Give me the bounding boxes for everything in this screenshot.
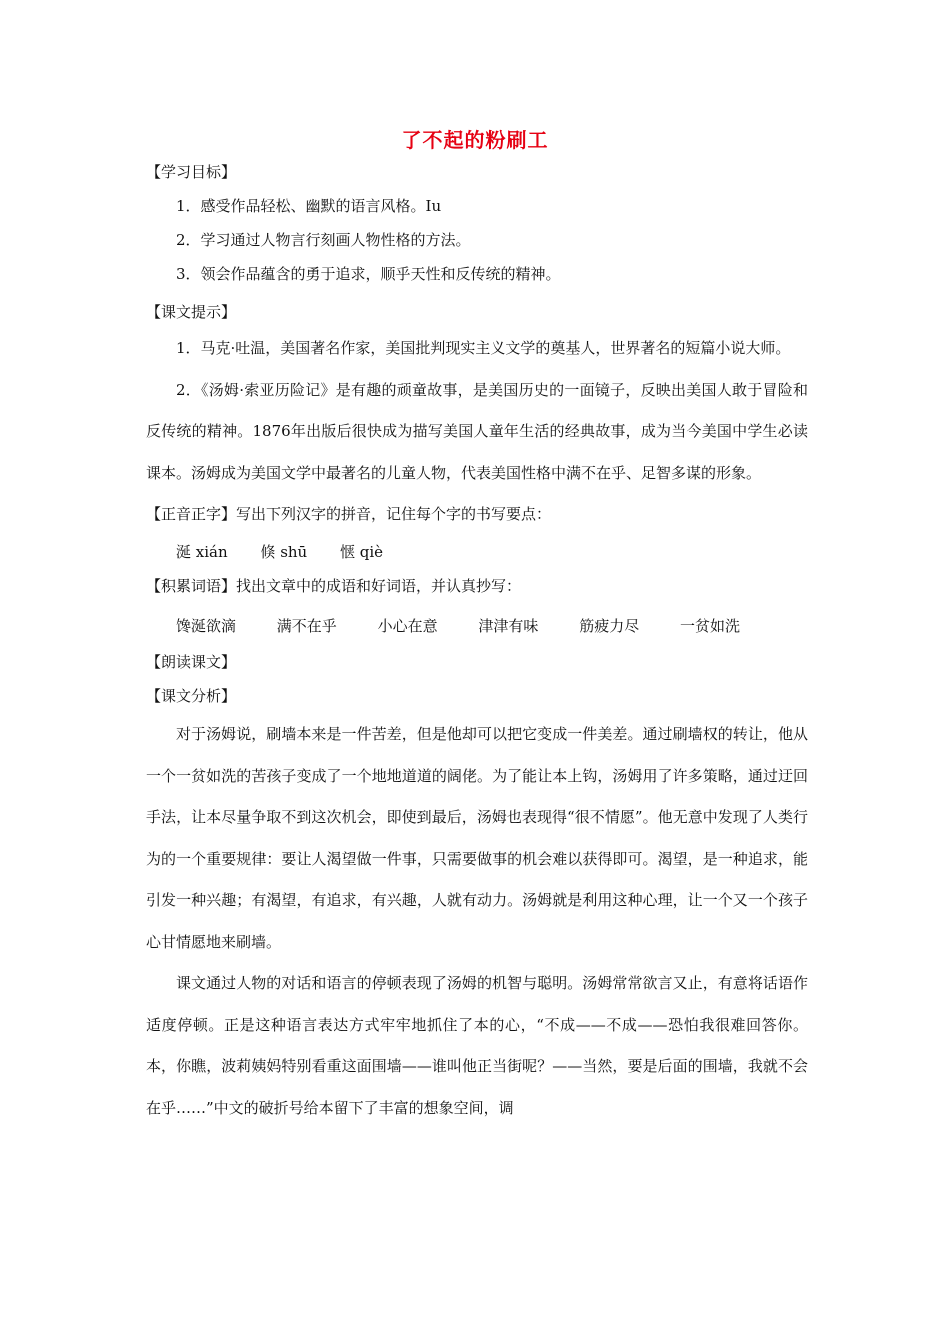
pinyin-item: 惬 qiè (340, 543, 384, 561)
section-heading-analysis: 【课文分析】 (146, 687, 237, 705)
analysis-paragraph: 对于汤姆说，刷墙本来是一件苦差，但是他却可以把它变成一件美差。通过刷墙权的转让，他从一个一贫如洗的苦孩子变成了一个地地道道的阔佬。为了能让本上钩，汤姆用了许多策略，通过迂回手法，让本尽量争取不到这次机会，即使到最后，汤姆也表现得“很不情愿”。他无意中发现了人类行为的一个重要规律：要让人渴望做一件事，只需要做事的机会难以获得即可。渴望，是一种追求，能引发一种兴趣；有渴望，有追求，有兴趣，人就有动力。汤姆就是利用这种心理，让一个又一个孩子心甘情愿地来刷墙。 (146, 725, 808, 951)
vocabulary-word: 满不在乎 (276, 617, 337, 635)
section-heading-objectives: 【学习目标】 (146, 163, 237, 181)
analysis-paragraph: 课文通过人物的对话和语言的停顿表现了汤姆的机智与聪明。汤姆常常欲言又止，有意将话语作适度停顿。正是这种语言表达方式牢牢地抓住了本的心，“不成——不成——恐怕我很难回答你。本，你瞧，波莉姨妈特别看重这面围墙——谁叫他正当街呢？——当然，要是后面的围墙，我就不会在乎……”中文的破折号给本留下了丰富的想象空间，调 (146, 974, 808, 1117)
pinyin-item: 倏 shū (260, 543, 308, 561)
vocabulary-word: 一贫如洗 (679, 617, 740, 635)
vocabulary-word: 筋疲力尽 (579, 617, 640, 635)
document-title: 了不起的粉刷工 (401, 128, 549, 152)
vocabulary-row (146, 606, 808, 646)
vocabulary-word: 小心在意 (377, 617, 438, 635)
pinyin-row (146, 532, 808, 572)
section-heading-tips: 【课文提示】 (146, 303, 237, 321)
vocabulary-word: 津津有味 (478, 617, 539, 635)
section-heading-reading: 【朗读课文】 (146, 653, 237, 671)
pinyin-item: 涎 xián (176, 543, 228, 561)
tips-paragraph: 2．《汤姆·索亚历险记》是有趣的顽童故事，是美国历史的一面镜子，反映出美国人敢于冒险和反传统的精神。1876年出版后很快成为描写美国人童年生活的经典故事，成为当今美国中学生必读课本。汤姆成为美国文学中最著名的儿童人物，代表美国性格中满不在乎、足智多谋的形象。 (146, 380, 808, 482)
section-heading-vocabulary: 【积累词语】找出文章中的成语和好词语，并认真抄写： (146, 577, 522, 595)
objective-item: 2．学习通过人物言行刻画人物性格的方法。 (176, 231, 471, 249)
objective-item: 3．领会作品蕴含的勇于追求，顺乎天性和反传统的精神。 (176, 265, 561, 283)
tips-paragraph: 1．马克·吐温，美国著名作家，美国批判现实主义文学的奠基人，世界著名的短篇小说大师。 (176, 339, 791, 357)
objective-item: 1．感受作品轻松、幽默的语言风格。Iu (176, 197, 442, 215)
section-heading-pronunciation: 【正音正字】写出下列汉字的拼音，记住每个字的书写要点： (146, 505, 552, 523)
document-body (146, 160, 808, 1129)
vocabulary-word: 馋涎欲滴 (176, 617, 237, 635)
